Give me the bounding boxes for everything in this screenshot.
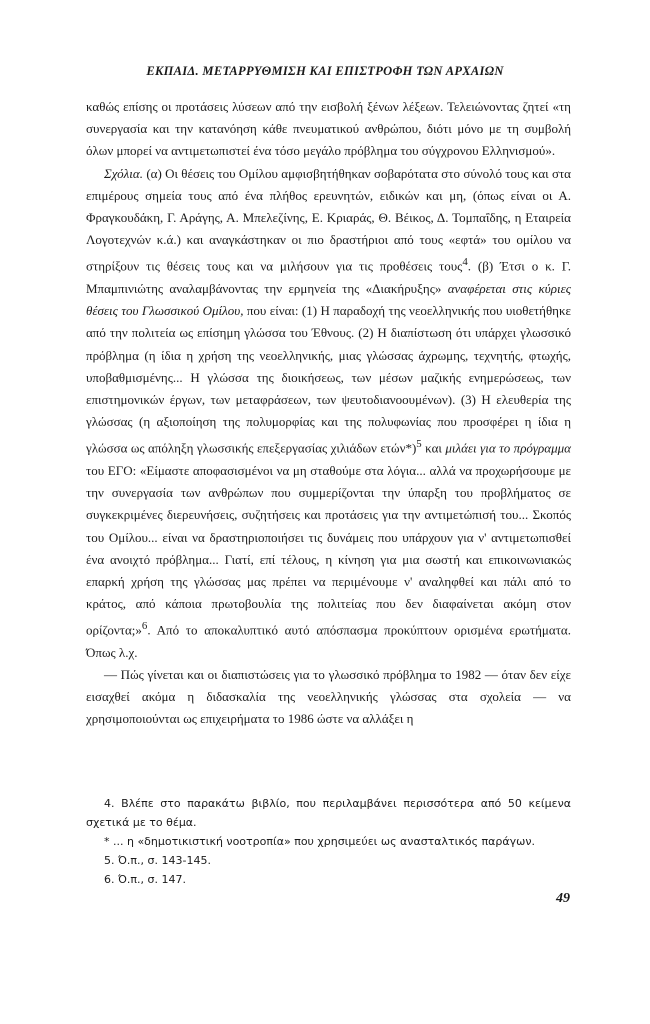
footnote-star: * ... η «δημοτικιστική νοοτροπία» που χρησιμεύει ως ανασταλτικός παράγων. <box>104 835 536 848</box>
page-number: 49 <box>556 891 570 906</box>
text-segment: του ΕΓΟ: «Είμαστε αποφασισμένοι να μη σταθούμε στα λόγια... αλλά να προχωρήσουμε με την συνεργασία των ανθρώπων που συμμερίζονται την ύπαρξη του προβλήματος σε συγκεκριμένες διερευνήσεις, συζητήσεις και προτάσεις για την αντιμετώπισή του... Σκοπός του Ομίλου... είναι να δραστηριοποιήσει τις δυνάμεις που υπάρχουν για ν' αντιμετωπισθεί ένα ανοιχτό πρόβλημα... Γιατί, επί τέλους, η κίνηση για μια σωστή και επικοινωνιακώς επαρκή χρήση της γλώσσας μας πρέπει να περιμένουμε ν' αναληφθεί και πάλι από το κράτος, από κάποια πρωτοβουλία της πολιτείας που δεν διαφαίνεται ακόμη στον ορίζοντα;» <box>86 462 571 638</box>
footnote-6: 6. Ό.π., σ. 147. <box>104 873 186 886</box>
paragraph-2 <box>86 163 571 664</box>
footnote-ref-5: 5 <box>416 438 422 451</box>
text-segment: που είναι: (1) Η παραδοχή της νεοελληνικής που υιοθετήθηκε από την πολιτεία ως επίσημη γλώσσα του Έθνους. (2) Η διαπίστωση ότι υπάρχει γλωσσικό πρόβλημα (η ίδια η χρήση της νεοελληνικής, μιας γλώσσας άχρωμης, τεχνητής, φτωχής, υποβαθμισμένης... Η γλώσσα της διοικήσεως, των μέσων μαζικής ενημερώσεως, των επιστημονικών έργων, των μεταφράσεων, των ψευτοδιανοουμένων). (3) Η ελευθερία της γλώσσας (η αξιοποίηση της πολυμορφίας και της πολυφωνίας που προσφέρει η ίδια η γλώσσα ως απόληξη γλωσσικής επεξεργασίας χιλιάδων ετών*) <box>86 303 571 456</box>
footnote-ref-6: 6 <box>141 620 148 633</box>
italic-segment: μιλάει για το πρόγραμμα <box>445 440 571 456</box>
text-segment: (α) Οι θέσεις του Ομίλου αμφισβητήθηκαν σοβαρότατα στο σύνολό τους και στα επιμέρους σημεία τους από ένα πλήθος ερευνητών, ειδικών και μη, (όπως είναι οι Α. Φραγκουδάκη, Γ. Αράγης, Α. Μπελεζίνης, Ε. Κριαράς, Θ. Βέικος, Δ. Τομπαΐδης, η Εταιρεία Λογοτεχνών κ.ά.) και αναγκάστηκαν οι πιο δραστήριοι από τους «εφτά» του ομίλου να στηρίξουν τις θέσεις τους και να μιλήσουν για τις προθέσεις τους <box>86 165 571 274</box>
body-text <box>86 96 571 731</box>
paragraph-3: — Πώς γίνεται και οι διαπιστώσεις για το γλωσσικό πρόβλημα το 1982 — όταν δεν είχε εισαχθεί ακόμα η διδασκαλία της νεοελληνικής γλώσσας στα σχολεία — να χρησιμοποιούνται ως επιχειρήματα το 1986 ώστε να αλλάξει η <box>86 667 571 727</box>
text-segment: . Από το αποκαλυπτικό αυτό απόσπασμα προκύπτουν ορισμένα ερωτήματα. Όπως λ.χ. <box>86 622 571 660</box>
italic-segment: αναφέρεται στις κύριες θέσεις του Γλωσσικού Ομίλου, <box>86 280 571 319</box>
footnote-4: 4. Βλέπε στο παρακάτω βιβλίο, που περιλαμβάνει περισσότερα από 50 κείμενα σχετικά με το θέμα. <box>86 797 571 829</box>
paragraph-1: καθώς επίσης οι προτάσεις λύσεων από την εισβολή ξένων λέξεων. Τελειώνοντας ζητεί «τη συνεργασία και την κατανόηση κάθε πνευματικού ανθρώπου, διότι μόνο με τη συμβολή όλων μπορεί να αντιμετωπιστεί ένα τόσο μεγάλο πρόβλημα του σύγχρονου Ελληνισμού». <box>86 99 571 159</box>
footnotes <box>86 794 571 889</box>
footnote-ref-4: 4 <box>462 256 468 269</box>
text-segment: και <box>421 440 446 456</box>
footnote-5: 5. Ό.π., σ. 143-145. <box>104 854 211 867</box>
running-head: ΕΚΠΑΙΔ. ΜΕΤΑΡΡΥΘΜΙΣΗ ΚΑΙ ΕΠΙΣΤΡΟΦΗ ΤΩΝ ΑΡΧΑΙΩΝ <box>146 64 504 78</box>
text-segment: . (β) Έτσι ο κ. Γ. Μπαμπινιώτης αναλαμβάνοντας την ερμηνεία της «Διακήρυξης» <box>86 258 571 296</box>
comments-label: Σχόλια. <box>104 165 143 181</box>
